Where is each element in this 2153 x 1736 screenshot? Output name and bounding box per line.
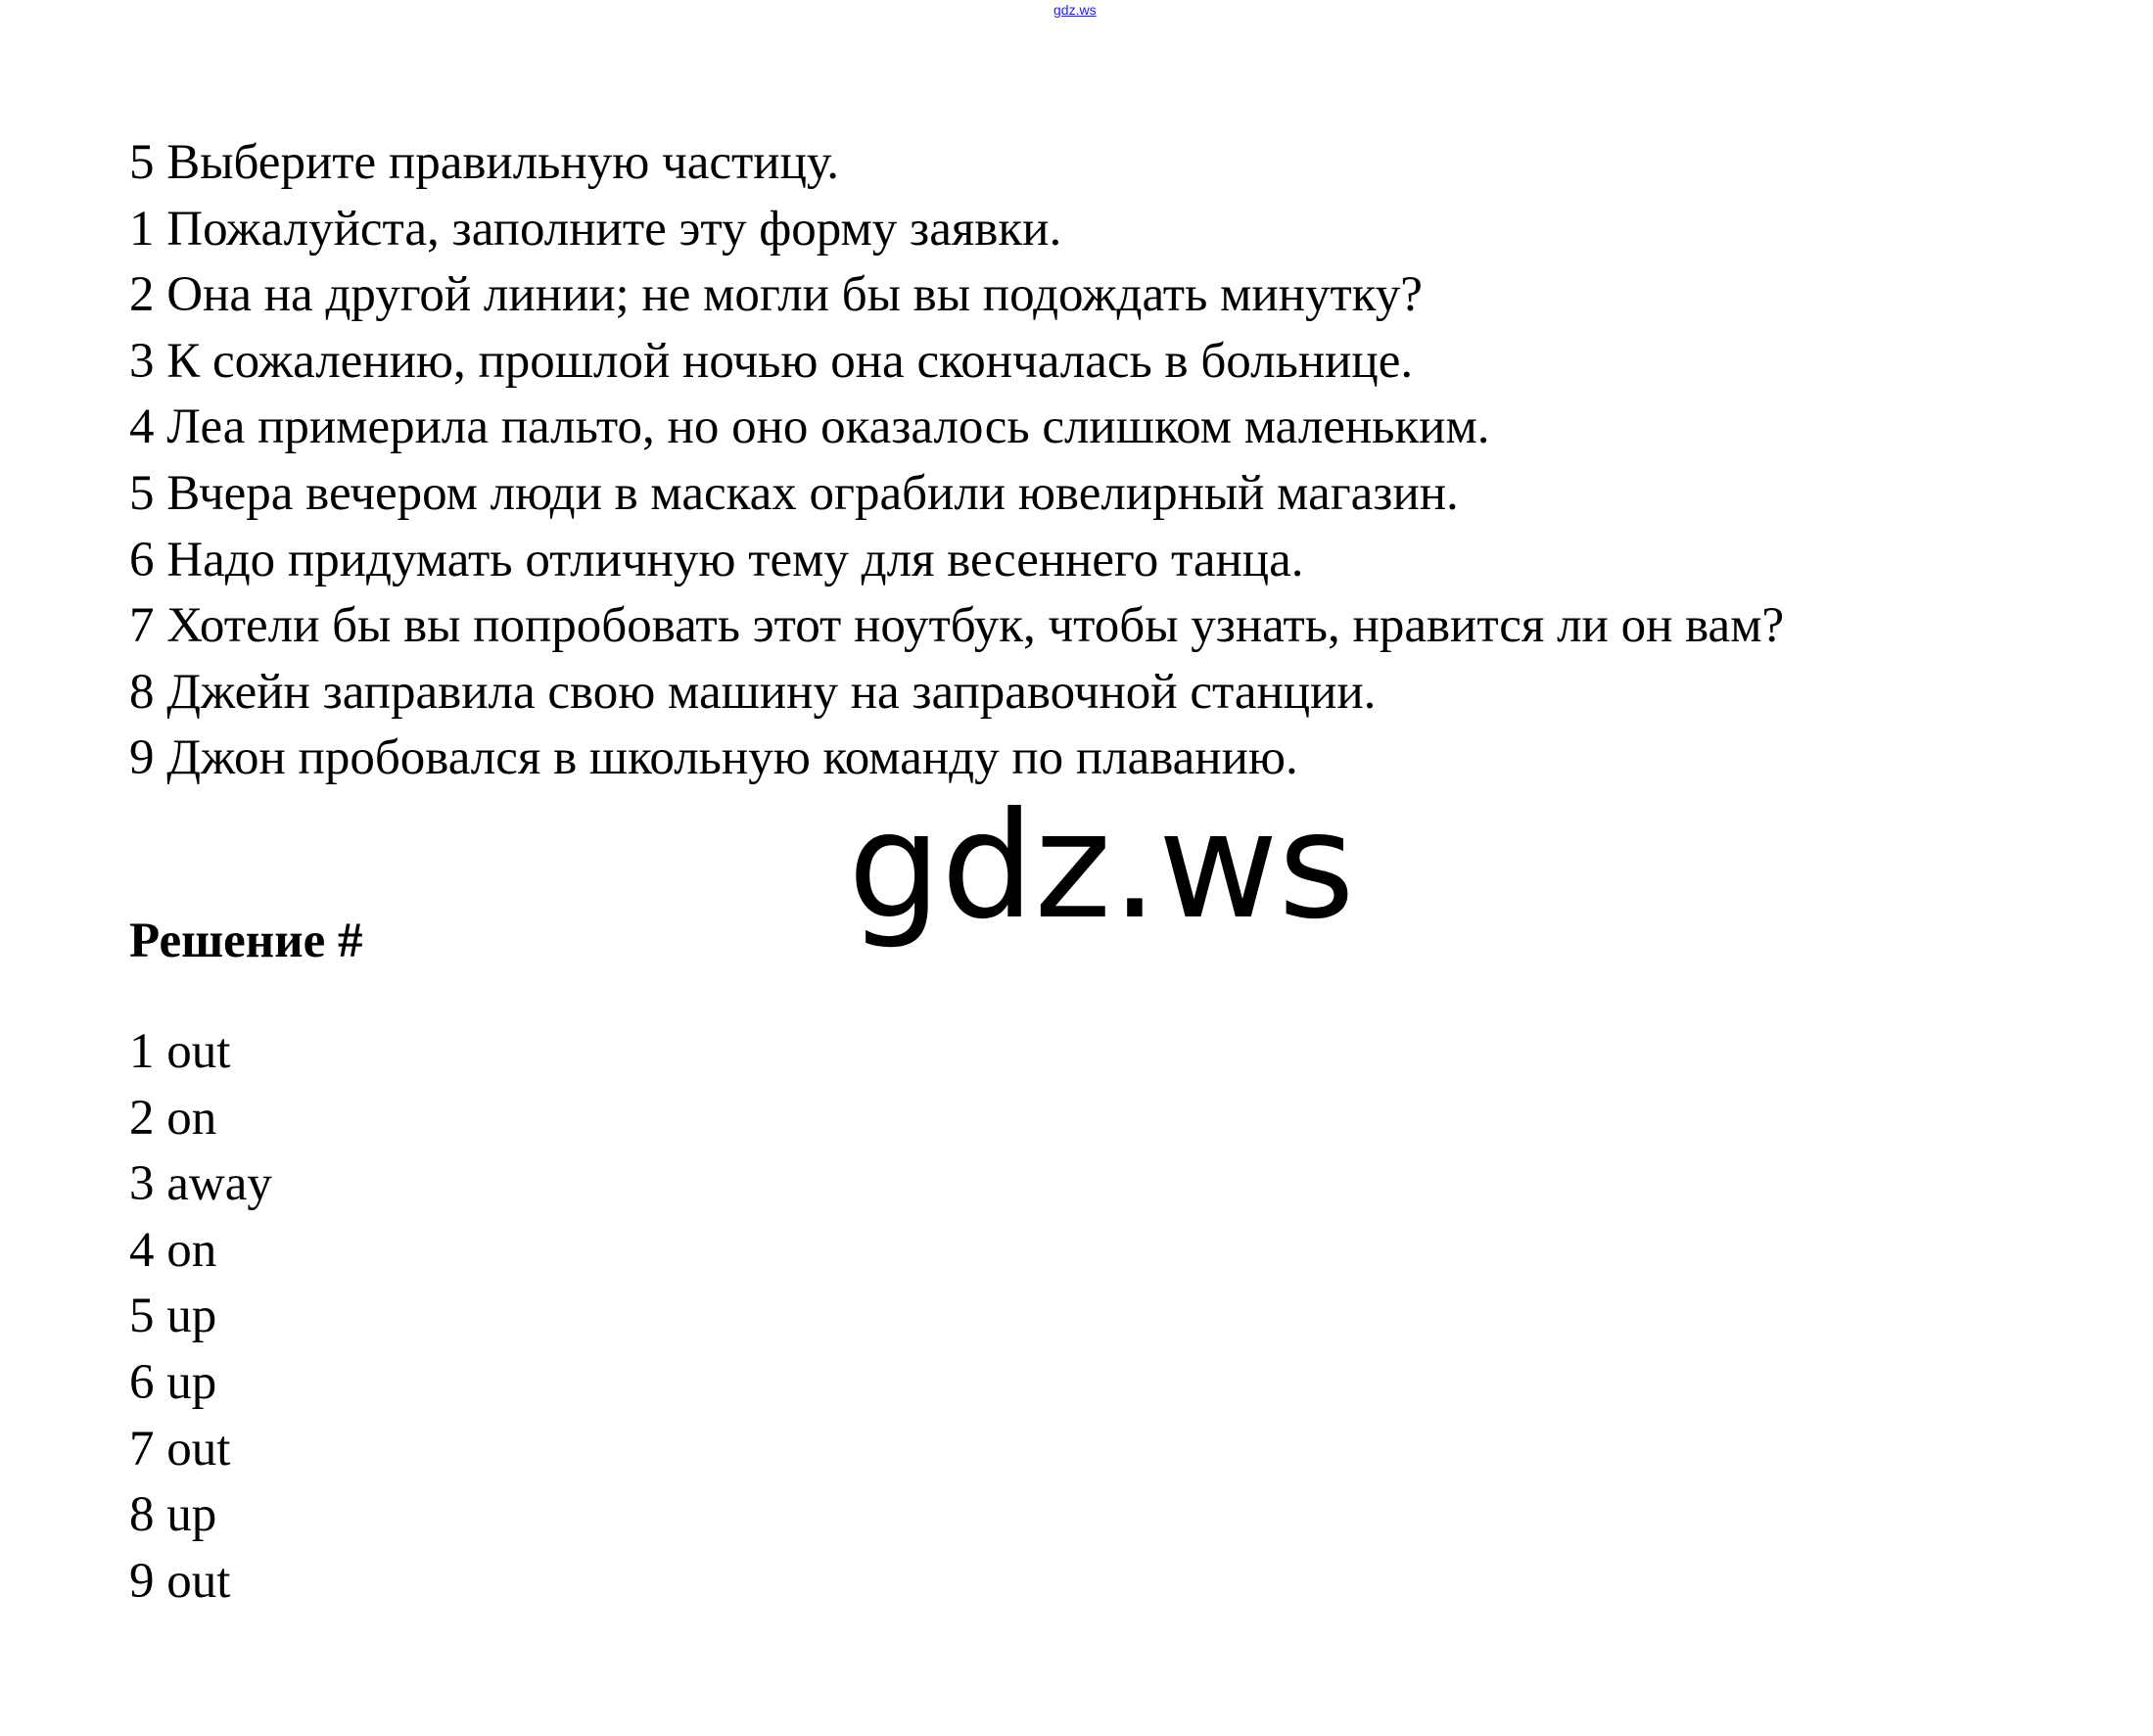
answer-item: 2 on [129, 1090, 217, 1146]
answer-item: 8 up [129, 1487, 217, 1543]
answer-item: 9 out [129, 1553, 231, 1609]
task-sentence: 4 Леа примерила пальто, но оно оказалось слишком маленьким. [129, 399, 1490, 455]
answer-item: 3 away [129, 1156, 272, 1212]
answer-item: 1 out [129, 1024, 231, 1079]
task-sentence: 7 Хотели бы вы попробовать этот ноутбук, чтобы узнать, нравится ли он вам? [129, 598, 1785, 654]
task-sentence: 9 Джон пробовался в школьную команду по плаванию. [129, 730, 1298, 786]
solution-title: Решение # [129, 914, 363, 968]
answer-item: 4 on [129, 1222, 217, 1278]
task-title: 5 Выберите правильную частицу. [129, 135, 840, 190]
task-sentence: 8 Джейн заправила свою машину на заправочной станции. [129, 664, 1377, 720]
task-sentence: 3 К сожалению, прошлой ночью она скончалась в больнице. [129, 333, 1414, 389]
answer-item: 7 out [129, 1421, 231, 1477]
task-sentence: 1 Пожалуйста, заполните эту форму заявки. [129, 201, 1062, 257]
watermark-logo: gdz.ws [848, 781, 1355, 952]
answer-item: 5 up [129, 1289, 217, 1344]
task-block [129, 130, 2127, 792]
task-sentence: 2 Она на другой линии; не могли бы вы подождать минутку? [129, 267, 1423, 323]
gdz-link[interactable]: gdz.ws [1053, 2, 1097, 18]
answers-list [129, 1019, 272, 1615]
task-sentence: 6 Надо придумать отличную тему для весеннего танца. [129, 532, 1304, 587]
task-sentence: 5 Вчера вечером люди в масках ограбили ювелирный магазин. [129, 465, 1459, 521]
answer-item: 6 up [129, 1354, 217, 1410]
